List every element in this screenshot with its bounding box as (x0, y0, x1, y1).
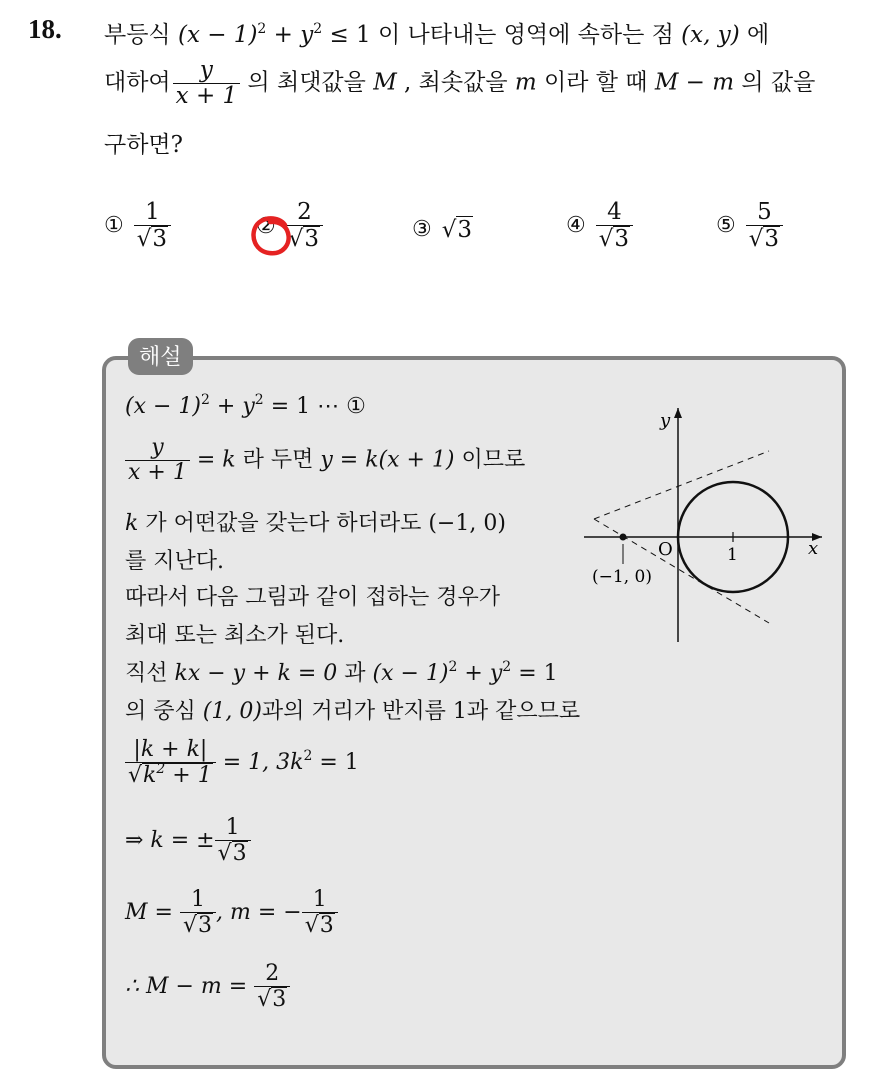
question-fraction: $\frac{y}{x + 1}$ (173, 58, 241, 109)
choice-mark: ⑤ (716, 213, 736, 239)
choice-value: $\frac{1}{√3}$ (134, 200, 171, 252)
solution-line-4: 를 지난다. (125, 549, 224, 574)
choice-3[interactable] (412, 216, 473, 243)
choice-4[interactable] (566, 200, 633, 252)
solution-line-2: $\frac{y}{x + 1}$ = k 라 두면 y = k(x + 1) 이므로 (125, 436, 525, 485)
choice-mark: ② (256, 213, 276, 239)
solution-line-9: $\frac{|k + k|}{√k^2 + 1}$ = 1, $3k^2 = 1$ (125, 738, 359, 788)
tangent-lines-graph (584, 404, 824, 644)
choice-value: $\frac{5}{√3}$ (746, 200, 783, 252)
choice-value: $\frac{4}{√3}$ (596, 200, 633, 252)
choice-mark: ③ (412, 217, 432, 242)
solution-line-3: k 가 어떤값을 갖는다 하더라도 (−1, 0) (125, 511, 506, 536)
choice-mark: ④ (566, 213, 586, 239)
pivot-point-label: (−1, 0) (592, 567, 652, 587)
tick-label-1: 1 (727, 545, 738, 565)
solution-fraction: $\frac{2}{√3}$ (254, 962, 290, 1012)
solution-line-5: 따라서 다음 그림과 같이 접하는 경우가 (125, 585, 500, 610)
y-axis-arrow-icon (674, 408, 682, 418)
question-line-3: 구하면? (104, 132, 183, 158)
choice-2[interactable] (256, 200, 323, 252)
question-line-2: 대하여 $\frac{y}{x + 1}$ 의 최댓값을 M , 최솟값을 m 이라 할 때 M − m 의 값을 (104, 57, 816, 109)
solution-line-8: 의 중심 (1, 0)과의 거리가 반지름 1과 같으므로 (125, 699, 581, 724)
solution-fraction: $\frac{|k + k|}{√k^2 + 1}$ (125, 738, 216, 788)
choice-mark: ① (104, 213, 124, 239)
tangent-line-upper (594, 451, 769, 519)
question-number: 18. (28, 14, 62, 44)
solution-line-10: ⇒ k = ± $\frac{1}{√3}$ (125, 816, 251, 866)
question-line-1: 부등식 $(x - 1)^2 + y^2 \le 1$ 이 나타내는 영역에 속하는 점 (x, y) 에 (104, 21, 770, 48)
solution-line-11: M = $\frac{1}{√3}$ , m = − $\frac{1}{√3}$ (125, 888, 338, 938)
origin-label: O (658, 539, 673, 560)
solution-fraction: $\frac{y}{x + 1}$ (125, 436, 190, 485)
solution-line-6: 최대 또는 최소가 된다. (125, 623, 345, 648)
y-axis-label: y (660, 410, 671, 431)
choice-value: √3 (441, 217, 473, 243)
solution-line-1: $(x - 1)^2 + y^2 = 1$ ⋯ ① (125, 392, 366, 419)
x-axis-label: x (808, 538, 819, 559)
pivot-point (620, 534, 627, 541)
choice-1[interactable] (104, 200, 171, 252)
solution-fraction: $\frac{1}{√3}$ (215, 816, 251, 866)
solution-line-7: 직선 kx − y + k = 0 과 $(x - 1)^2 + y^2 = 1$ (125, 659, 558, 686)
solution-tag: 해설 (128, 338, 193, 375)
solution-fraction: $\frac{1}{√3}$ (302, 888, 338, 938)
solution-fraction: $\frac{1}{√3}$ (180, 888, 216, 938)
choice-value: $\frac{2}{√3}$ (286, 200, 323, 252)
choice-5[interactable] (716, 200, 783, 252)
choice-mark-wrapper (256, 213, 286, 239)
answer-choices (104, 200, 864, 270)
solution-line-12: ∴ M − m = $\frac{2}{√3}$ (125, 962, 290, 1012)
